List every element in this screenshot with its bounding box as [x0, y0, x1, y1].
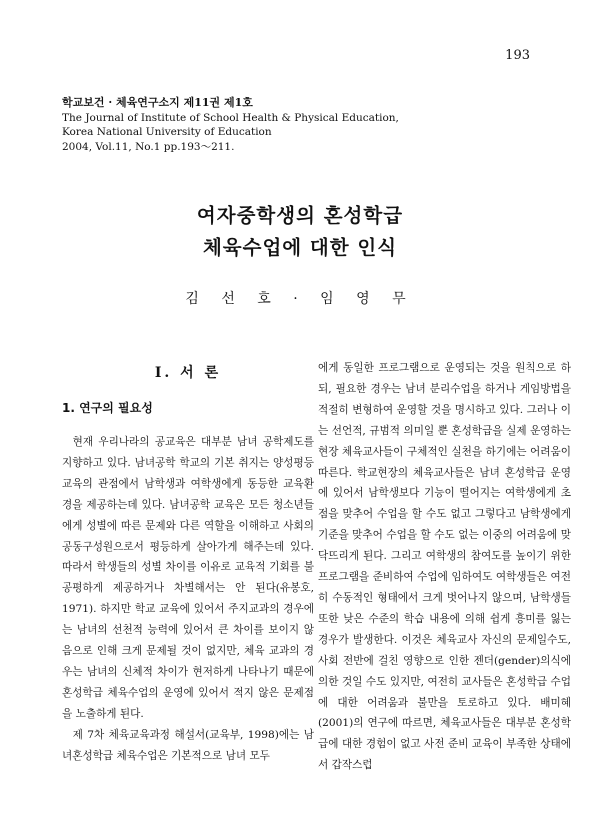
body-paragraph: 제 7차 체육교육과정 해설서(교육부, 1998)에는 남녀혼성학급 체육수업은 기본적으로 남녀 모두 — [62, 728, 314, 762]
paper-title-line2: 체육수업에 대한 인식 — [202, 236, 398, 259]
left-column — [62, 362, 314, 767]
subsection-heading: 1. 연구의 필요성 — [62, 401, 153, 415]
page-number: 193 — [505, 48, 530, 63]
right-column — [318, 358, 571, 776]
journal-citation: 2004, Vol.11, No.1 pp.193～211. — [62, 140, 235, 153]
journal-institution: Korea National University of Education — [62, 126, 272, 138]
journal-korean-title: 학교보건 · 체육연구소지 제11권 제1호 — [62, 96, 253, 109]
body-paragraph: 현재 우리나라의 공교육은 대부분 남녀 공학제도를 지향하고 있다. 남녀공학 학교의 기본 취지는 양성평등 교육의 관점에서 남학생과 여학생에게 동등한 교육환경을 제공하는데 있다. 남녀공학 교육은 모든 청소년들에게 성별에 따른 문제와 다른 역할을 이해하고 사회의 공동구성원으로서 평등하게 살아가게 해주는데 있다. 따라서 학생들의 성별 차이를 이유로 교육적 기회를 불공평하게 제공하거나 차별해서는 안 된다(유봉호, 1971). 하지만 학교 교육에 있어서 주지교과의 경우에는 남녀의 선천적 능력에 있어서 큰 차이를 보이지 않음으로 인해 크게 문제될 것이 없지만, 체육 교과의 경우는 남녀의 신체적 차이가 현저하게 나타나기 때문에 혼성학급 체육수업의 운영에 있어서 적지 않은 문제점을 노출하게 된다. — [62, 436, 314, 720]
journal-english-title: The Journal of Institute of School Health & Physical Education, — [62, 111, 399, 124]
journal-info — [62, 96, 399, 154]
section-heading: Ⅰ. 서 론 — [154, 365, 222, 381]
authors: 김 선 호 · 임 영 무 — [185, 291, 415, 307]
paper-title-line1: 여자중학생의 혼성학급 — [196, 204, 404, 227]
paper-title — [0, 200, 600, 264]
body-paragraph: 에게 동일한 프로그램으로 운영되는 것을 원칙으로 하되, 필요한 경우는 남녀 분리수업을 하거나 게임방법을 적절히 변형하여 운영할 것을 명시하고 있다. 그러나 이는 선언적, 규범적 의미일 뿐 혼성학급을 실제 운영하는 현장 체육교사들이 구체적인 실천을 하기에는 어려움이 따른다. 학교현장의 체육교사들은 남녀 혼성학급 운영에 있어서 남학생보다 기능이 떨어지는 여학생에게 초점을 맞추어 수업을 할 수도 없고 그렇다고 남학생에게 기준을 맞추어 수업을 할 수도 없는 이중의 어려움에 맞닥뜨리게 된다. 그리고 여학생의 참여도를 높이기 위한 프로그램을 준비하여 수업에 임하여도 여학생들은 여전히 수동적인 형태에서 크게 벗어나지 않으며, 남학생들 또한 낮은 수준의 학습 내용에 의해 쉽게 흥미를 잃는 경우가 발생한다. 이것은 체육교사 자신의 문제일수도, 사회 전반에 걸친 영향으로 인한 젠더(gender)의식에 의한 것일 수도 있지만, 여전히 교사들은 혼성학급 수업에 대한 어려움과 불만을 토로하고 있다. 배미혜(2001)의 연구에 따르면, 체육교사들은 대부분 혼성학급에 대한 경험이 없고 사전 준비 교육이 부족한 상태에서 갑작스럽 — [318, 362, 571, 772]
